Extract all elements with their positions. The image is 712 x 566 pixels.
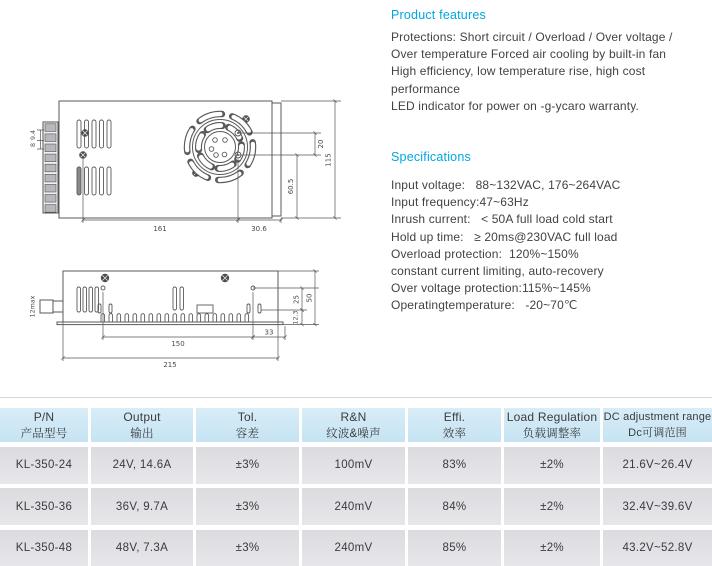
col-header-effi <box>408 408 501 442</box>
feature-line: Over temperature Forced air cooling by built-in fan <box>391 47 667 62</box>
col-header-zh: Dc可调范围 <box>628 426 687 439</box>
spec-line: Hold up time: ≥ 20ms@230VAC full load <box>391 229 618 244</box>
dim-label-slot: 12.3 <box>292 310 300 325</box>
terminal-block <box>43 122 58 213</box>
feature-line: Protections: Short circuit / Overload / Over voltage / <box>391 30 673 44</box>
feature-line: LED indicator for power on -g-ycaro warranty. <box>391 98 639 113</box>
col-header-zh: 效率 <box>442 427 467 440</box>
spec-line: Inrush current: < 50A full load cold start <box>391 212 613 227</box>
col-header-tol <box>196 408 299 442</box>
table-cell: 24V, 14.6A <box>91 447 193 484</box>
col-header-zh: 纹波&噪声 <box>326 427 381 440</box>
table-cell: 83% <box>408 447 501 484</box>
section-divider <box>0 397 712 398</box>
specifications-section <box>391 150 711 315</box>
col-header-zh: 负载调整率 <box>522 427 582 440</box>
col-header-pn <box>0 408 88 442</box>
spec-line: Operatingtemperature: -20~70℃ <box>391 298 578 313</box>
table-cell: 100mV <box>302 447 405 484</box>
dim-label-height: 115 <box>324 153 333 167</box>
feature-line: High efficiency, low temperature rise, high cost <box>391 64 646 79</box>
col-header-load-regulation <box>504 408 600 442</box>
col-header-en: DC adjustment range <box>603 410 712 423</box>
col-header-rn <box>302 408 405 442</box>
dim-label-vent-span: 150 <box>171 340 185 348</box>
dim-label-connector: 12max <box>29 295 37 318</box>
table-cell: KL-350-36 <box>0 488 88 525</box>
case-outline <box>40 271 283 325</box>
table-cell: 84% <box>408 488 501 525</box>
dim-label-pin-pitch-b: 8 <box>30 142 37 148</box>
dim-label-fan-holes: 20 <box>317 139 325 149</box>
dim-label-screw-top: 25 <box>292 295 301 304</box>
table-cell: KL-350-48 <box>0 530 88 566</box>
col-header-zh: 容差 <box>235 427 260 440</box>
col-header-en: Tol. <box>237 409 258 424</box>
table-cell: 43.2V~52.8V <box>603 530 712 566</box>
table-cell: 240mV <box>302 488 405 525</box>
side-view-drawing <box>25 260 355 375</box>
specs-title: Specifications <box>391 150 471 164</box>
col-header-en: Effi. <box>443 409 466 424</box>
col-header-zh: 产品型号 <box>20 427 68 440</box>
dim-label-length: 215 <box>163 361 177 369</box>
table-cell: ±3% <box>196 447 299 484</box>
table-cell: ±3% <box>196 530 299 566</box>
feature-line: performance <box>391 81 461 96</box>
table-cell: ±3% <box>196 488 299 525</box>
spec-line: constant current limiting, auto-recovery <box>391 264 604 279</box>
table-cell: 85% <box>408 530 501 566</box>
spec-line: Overload protection: 120%~150% <box>391 246 579 261</box>
fan-grille-icon <box>187 114 253 180</box>
col-header-en: Load Regulation <box>506 409 598 424</box>
dim-label-fan-offset: 60.5 <box>287 178 295 195</box>
table-cell: ±2% <box>504 488 600 525</box>
dim-label-pin-pitch-a: 9.4 <box>30 129 37 141</box>
table-cell: 21.6V~26.4V <box>603 447 712 484</box>
spec-line: Input frequency:47~63Hz <box>391 195 529 210</box>
table-cell: KL-350-24 <box>0 447 88 484</box>
dim-label-right: 33 <box>264 328 274 337</box>
table-cell: ±2% <box>504 447 600 484</box>
screw-icons <box>101 274 255 290</box>
table-cell: 240mV <box>302 530 405 566</box>
vent-slots <box>77 287 261 322</box>
col-header-zh: 输出 <box>130 427 154 440</box>
features-title: Product features <box>391 8 486 22</box>
col-header-output <box>91 408 193 442</box>
col-header-dc-range <box>603 408 712 442</box>
dim-label-right: 30.6 <box>251 225 267 233</box>
dim-label-height: 50 <box>305 293 314 303</box>
model-spec-table <box>0 408 712 566</box>
product-features-section <box>391 8 711 115</box>
dim-label-screw-span: 161 <box>153 225 167 233</box>
table-cell: 32.4V~39.6V <box>603 488 712 525</box>
col-header-en: P/N <box>33 409 55 424</box>
spec-line: Over voltage protection:115%~145% <box>391 281 591 296</box>
spec-line: Input voltage: 88~132VAC, 176~264VAC <box>391 178 621 192</box>
table-cell: 36V, 9.7A <box>91 488 193 525</box>
louver-bumps <box>101 314 249 322</box>
top-view-drawing <box>25 90 355 240</box>
col-header-en: R&N <box>340 409 367 424</box>
table-cell: ±2% <box>504 530 600 566</box>
table-cell: 48V, 7.3A <box>91 530 193 566</box>
col-header-en: Output <box>123 409 161 424</box>
